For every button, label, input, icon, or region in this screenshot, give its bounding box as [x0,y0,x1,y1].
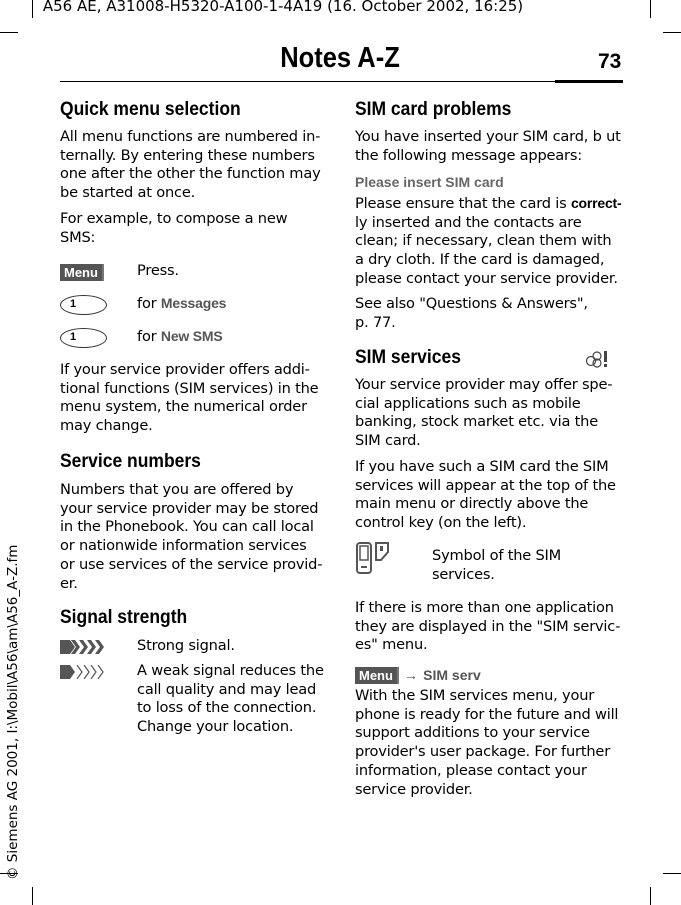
network-dependent-icon [584,350,610,368]
paragraph-lines [355,214,621,289]
text-line: For example, to compose a new [60,210,288,227]
text-line: If your service provider offers addi- [60,361,310,378]
text-line: may change. [60,417,153,435]
text-line: or use services of the service provid- [60,555,323,573]
paragraph [60,128,321,203]
text-line: banking, stock market etc. via the [355,413,598,431]
crop-mark [663,32,681,33]
paragraph [60,481,322,593]
text-line: control key (on the left). [355,514,527,532]
step-text [137,295,226,314]
text-line: Change your location. [137,718,294,736]
text-line: a dry cloth. If the card is damaged, [355,251,605,269]
text-line: If you have such a SIM card the SIM [355,458,609,475]
text-line: main menu or directly above the [355,495,589,513]
crop-mark [0,32,18,33]
menu-key-icon [60,262,104,281]
text-line: Numbers that you are offered by [60,481,294,498]
paragraph [60,210,287,247]
text-line: information, please contact your [355,761,587,779]
text-line: call quality and may lead [137,680,317,698]
text-line: your service provider may be stored [60,499,319,517]
menu-path [355,665,481,684]
text-line: cial applications such as mobile [355,394,581,412]
text-line: phone is ready for the future and will [355,705,619,723]
menu-key-label: Menu [355,667,399,684]
text-line: tional functions (SIM services) in the [60,379,319,397]
text-line: See also "Questions & Answers", [355,295,588,312]
heading-signal-strength: Signal strength [60,607,188,628]
text-line: services will appear at the top of the [355,476,616,494]
text-line: support additions to your service [355,724,590,742]
menu-item-sim-serv: SIM serv [423,667,481,683]
strong-signal-text: Strong signal. [137,637,235,654]
text-line: SMS: [60,228,96,246]
text-line: be started at once. [60,184,196,202]
display-message: Please insert SIM card [355,174,504,190]
menu-item-messages: Messages [160,295,227,311]
text-line: es" menu. [355,636,428,654]
step-for: for [137,328,157,345]
text-line: provider's user package. For further [355,743,610,761]
step-for: for [137,295,157,312]
key-1-icon: 1 [60,295,107,315]
paragraph [355,128,621,165]
step-text: Press. [137,262,179,279]
sim-services-symbol-icon [356,542,392,576]
paragraph [355,376,612,451]
weak-signal-text [137,662,324,737]
text-line: All menu functions are numbered in- [60,128,321,145]
text-line: er. [60,574,78,592]
text-line: or nationwide information services [60,537,307,555]
strong-signal-icon [60,640,106,654]
heading-sim-services: SIM services [355,347,461,368]
heading-service-numbers: Service numbers [60,451,201,472]
crop-mark [32,887,33,905]
page-number-rule [555,80,623,83]
crop-mark [650,887,651,905]
menu-item-new-sms: New SMS [160,328,223,344]
text-line: A weak signal reduces the [137,662,324,679]
text-line: they are displayed in the "SIM servic- [355,617,621,635]
crop-mark [663,873,681,874]
title-rule [60,81,623,82]
page-number: 73 [598,50,622,73]
text-line: to loss of the connection. [137,699,317,717]
paragraph [355,458,616,533]
key-1-icon: 1 [60,328,107,348]
paragraph [355,599,620,655]
text-line: With the SIM services menu, your [355,687,595,704]
page-title: Notes A-Z [280,42,400,74]
text-line: Your service provider may offer spe- [355,376,613,393]
text-line: ly inserted and the contacts are [355,213,582,231]
text-line: service provider. [355,780,473,798]
step-text [137,328,223,347]
text-line: in the Phonebook. You can call local [60,518,314,536]
text-line: clean; if necessary, clean them with [355,232,612,250]
side-footer: © Siemens AG 2001, I:\Mobil\A56\am\A56_A-Z.fm [5,544,21,880]
text-line: one after the other the function may [60,165,321,183]
paragraph [355,687,618,799]
text-line: You have inserted your SIM card, b ut [355,128,621,145]
print-header: A56 AE, A31008-H5320-A100-1-4A19 (16. October 2002, 16:25) [42,0,524,15]
text-line: services. [432,565,495,583]
text-line: SIM card. [355,432,421,450]
heading-quick-menu: Quick menu selection [60,99,241,120]
paragraph [355,195,621,289]
text-line: ternally. By entering these numbers [60,146,315,164]
text-line: please contact your service provider. [355,269,618,287]
heading-sim-card-problems: SIM card problems [355,99,512,120]
text-line: the following message appears: [355,146,582,164]
text-line: p. 77. [355,313,396,331]
paragraph [60,361,318,436]
text: Please ensure that the card is [355,195,571,212]
text-line: If there is more than one application [355,599,614,616]
crop-mark [650,0,651,18]
arrow-icon: → [404,667,419,683]
emphasis: correct- [570,195,622,211]
text-line: Symbol of the SIM [432,547,562,564]
symbol-description [432,547,561,584]
paragraph [355,295,588,332]
text-line: menu system, the numerical order [60,398,307,416]
weak-signal-icon [60,665,106,679]
menu-key-label: Menu [60,264,104,281]
